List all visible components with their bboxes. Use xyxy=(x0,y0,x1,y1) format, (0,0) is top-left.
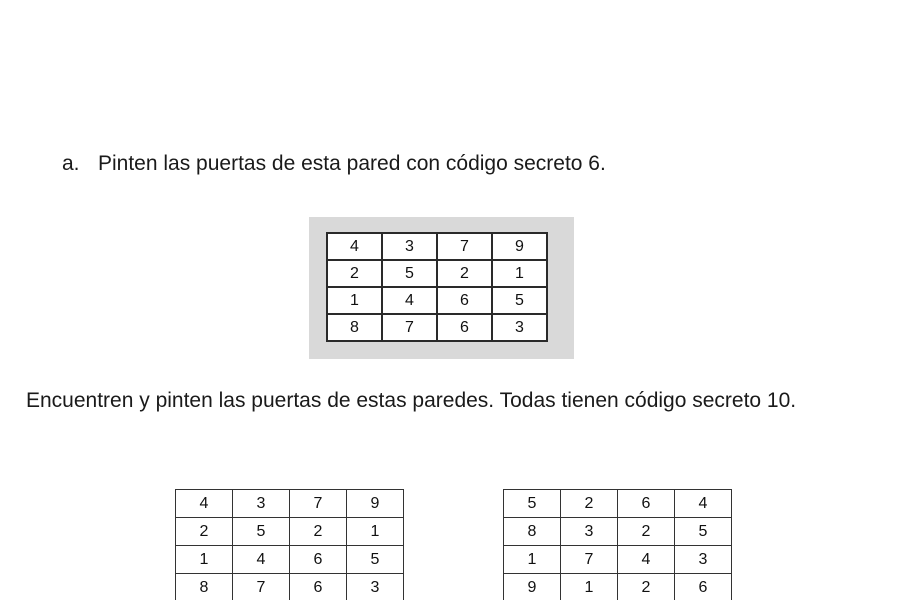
door-cell[interactable]: 8 xyxy=(504,518,561,546)
example-wall-grid xyxy=(326,232,548,342)
door-cell[interactable]: 5 xyxy=(492,287,547,314)
door-cell[interactable]: 3 xyxy=(233,490,290,518)
grid-row xyxy=(176,574,404,600)
door-cell[interactable]: 4 xyxy=(618,546,675,574)
door-cell[interactable]: 4 xyxy=(382,287,437,314)
door-cell[interactable]: 7 xyxy=(437,233,492,260)
door-cell[interactable]: 3 xyxy=(492,314,547,341)
door-cell[interactable]: 3 xyxy=(675,546,732,574)
door-cell[interactable]: 6 xyxy=(437,287,492,314)
door-cell[interactable]: 2 xyxy=(618,574,675,600)
example-wall-panel xyxy=(309,217,574,359)
door-cell[interactable]: 3 xyxy=(382,233,437,260)
door-cell[interactable]: 9 xyxy=(347,490,404,518)
door-cell[interactable]: 3 xyxy=(561,518,618,546)
door-cell[interactable]: 7 xyxy=(382,314,437,341)
door-cell[interactable]: 1 xyxy=(561,574,618,600)
door-cell[interactable]: 6 xyxy=(290,574,347,600)
door-cell[interactable]: 4 xyxy=(327,233,382,260)
wall-left xyxy=(175,489,404,600)
grid-row xyxy=(504,490,732,518)
wall-left-grid xyxy=(175,489,404,600)
door-cell[interactable]: 3 xyxy=(347,574,404,600)
door-cell[interactable]: 1 xyxy=(347,518,404,546)
door-cell[interactable]: 2 xyxy=(290,518,347,546)
door-cell[interactable]: 4 xyxy=(675,490,732,518)
grid-row xyxy=(504,574,732,600)
door-cell[interactable]: 2 xyxy=(561,490,618,518)
door-cell[interactable]: 1 xyxy=(327,287,382,314)
door-cell[interactable]: 1 xyxy=(492,260,547,287)
grid-row xyxy=(327,314,547,341)
door-cell[interactable]: 7 xyxy=(290,490,347,518)
door-cell[interactable]: 2 xyxy=(176,518,233,546)
door-cell[interactable]: 6 xyxy=(437,314,492,341)
door-cell[interactable]: 7 xyxy=(561,546,618,574)
wall-right-grid xyxy=(503,489,732,600)
grid-row xyxy=(176,490,404,518)
door-cell[interactable]: 9 xyxy=(492,233,547,260)
exercise-a xyxy=(62,151,606,177)
door-cell[interactable]: 5 xyxy=(504,490,561,518)
door-cell[interactable]: 9 xyxy=(504,574,561,600)
door-cell[interactable]: 6 xyxy=(675,574,732,600)
door-cell[interactable]: 4 xyxy=(233,546,290,574)
exercise-a-text: Pinten las puertas de esta pared con código secreto 6. xyxy=(98,152,606,175)
grid-row xyxy=(327,260,547,287)
grid-row xyxy=(176,546,404,574)
grid-row xyxy=(327,287,547,314)
door-cell[interactable]: 1 xyxy=(504,546,561,574)
door-cell[interactable]: 6 xyxy=(618,490,675,518)
exercise-a-letter: a. xyxy=(62,152,80,175)
door-cell[interactable]: 2 xyxy=(437,260,492,287)
door-cell[interactable]: 5 xyxy=(382,260,437,287)
door-cell[interactable]: 2 xyxy=(618,518,675,546)
door-cell[interactable]: 5 xyxy=(347,546,404,574)
door-cell[interactable]: 5 xyxy=(675,518,732,546)
wall-right xyxy=(503,489,732,600)
instruction-text: Encuentren y pinten las puertas de estas paredes. Todas tienen código secreto 10. xyxy=(26,389,797,412)
door-cell[interactable]: 4 xyxy=(176,490,233,518)
door-cell[interactable]: 1 xyxy=(176,546,233,574)
grid-row xyxy=(504,518,732,546)
grid-row xyxy=(176,518,404,546)
door-cell[interactable]: 5 xyxy=(233,518,290,546)
door-cell[interactable]: 8 xyxy=(176,574,233,600)
door-cell[interactable]: 6 xyxy=(290,546,347,574)
grid-row xyxy=(504,546,732,574)
door-cell[interactable]: 2 xyxy=(327,260,382,287)
grid-row xyxy=(327,233,547,260)
door-cell[interactable]: 8 xyxy=(327,314,382,341)
door-cell[interactable]: 7 xyxy=(233,574,290,600)
